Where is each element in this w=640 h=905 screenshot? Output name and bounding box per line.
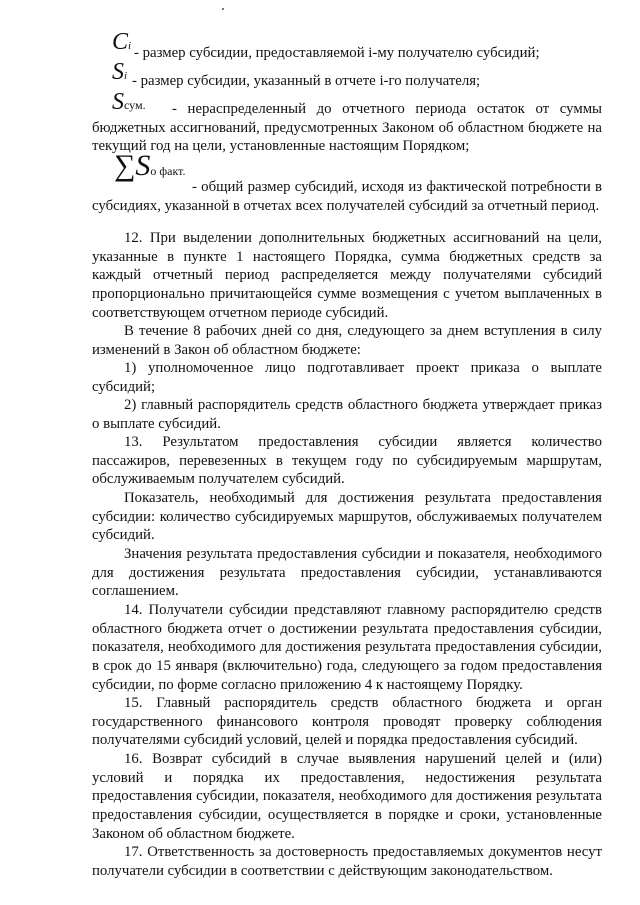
definition-ssum (92, 90, 602, 154)
paragraph-12-item-1: 1) уполномоченное лицо подготавливает проект приказа о выплате субсидий; (92, 360, 602, 395)
symbol-ssum: Sсум. (112, 89, 146, 115)
paragraph-14: 14. Получатели субсидии представляют главному распорядителю средств областного бюджета отчет о достижении результата предоставления субсидии, показателя, необходимого для достижения результата предоставления субсидии, в срок до 15 января (включительно) года, следующего за годом предоставления субсидии, по форме согласно приложению 4 к настоящему Порядку. (92, 602, 602, 693)
paragraph-13-values: Значения результата предоставления субсидии и показателя, необходимого для достижения результата предоставления субсидии, устанавливаются соглашением. (92, 546, 602, 600)
definition-ci (112, 29, 592, 61)
scan-speck (222, 8, 224, 10)
definition-sum-fact (92, 150, 602, 230)
paragraph-13: 13. Результатом предоставления субсидии является количество пассажиров, перевезенных в текущем году по субсидируемым маршрутам, обслуживаемым получателем субсидий. (92, 434, 602, 488)
paragraph-13-indicator: Показатель, необходимый для достижения результата предоставления субсидии: количество субсидируемых маршрутов, обслуживаемых получателем субсидий. (92, 490, 602, 544)
definition-text: - нераспределенный до отчетного периода остаток от суммы бюджетных ассигнований, предусмотренных Законом об областном бюджете на текущий год на цели, установленные настоящим Порядком; (92, 101, 602, 155)
paragraph-16: 16. Возврат субсидий в случае выявления нарушений целей и (или) условий и порядка их предоставления, недостижения результата предоставления субсидии, показателя, необходимого для достижения результата предоставления субсидии, осуществляется в порядке и сроки, установленные Законом об областном бюджете. (92, 751, 602, 842)
definition-text: - размер субсидии, указанный в отчете i-го получателя; (132, 73, 481, 89)
definition-si (112, 59, 592, 89)
definition-text: - размер субсидии, предоставляемой i-му получателю субсидий; (134, 45, 540, 61)
paragraph-15: 15. Главный распорядитель средств областного бюджета и орган государственного финансового контроля проводят проверку соблюдения получателями субсидий условий, целей и порядка предоставления субсидий. (92, 695, 602, 749)
definition-text: - общий размер субсидий, исходя из фактической потребности в субсидиях, указанной в отчетах всех получателей субсидий за отчетный период. (92, 179, 602, 214)
symbol-s: Si (112, 59, 128, 85)
symbol-c: Ci (112, 29, 132, 55)
paragraph-12-intro: В течение 8 рабочих дней со дня, следующего за днем вступления в силу изменений в Закон об областном бюджете: (92, 323, 602, 358)
sum-symbol: ∑Sо факт. (114, 149, 186, 182)
paragraph-12: 12. При выделении дополнительных бюджетных ассигнований на цели, указанные в пункте 1 настоящего Порядка, сумма бюджетных средств за каждый отчетный период распределяется между получателями субсидий пропорционально причитающейся сумме возмещения с учетом выплаченных в соответствующем отчетном периоде субсидий. (92, 230, 602, 321)
paragraph-17: 17. Ответственность за достоверность предоставляемых документов несут получатели субсидии в соответствии с действующим законодательством. (92, 844, 602, 879)
paragraph-12-item-2: 2) главный распорядитель средств областного бюджета утверждает приказ о выплате субсидий. (92, 397, 602, 432)
